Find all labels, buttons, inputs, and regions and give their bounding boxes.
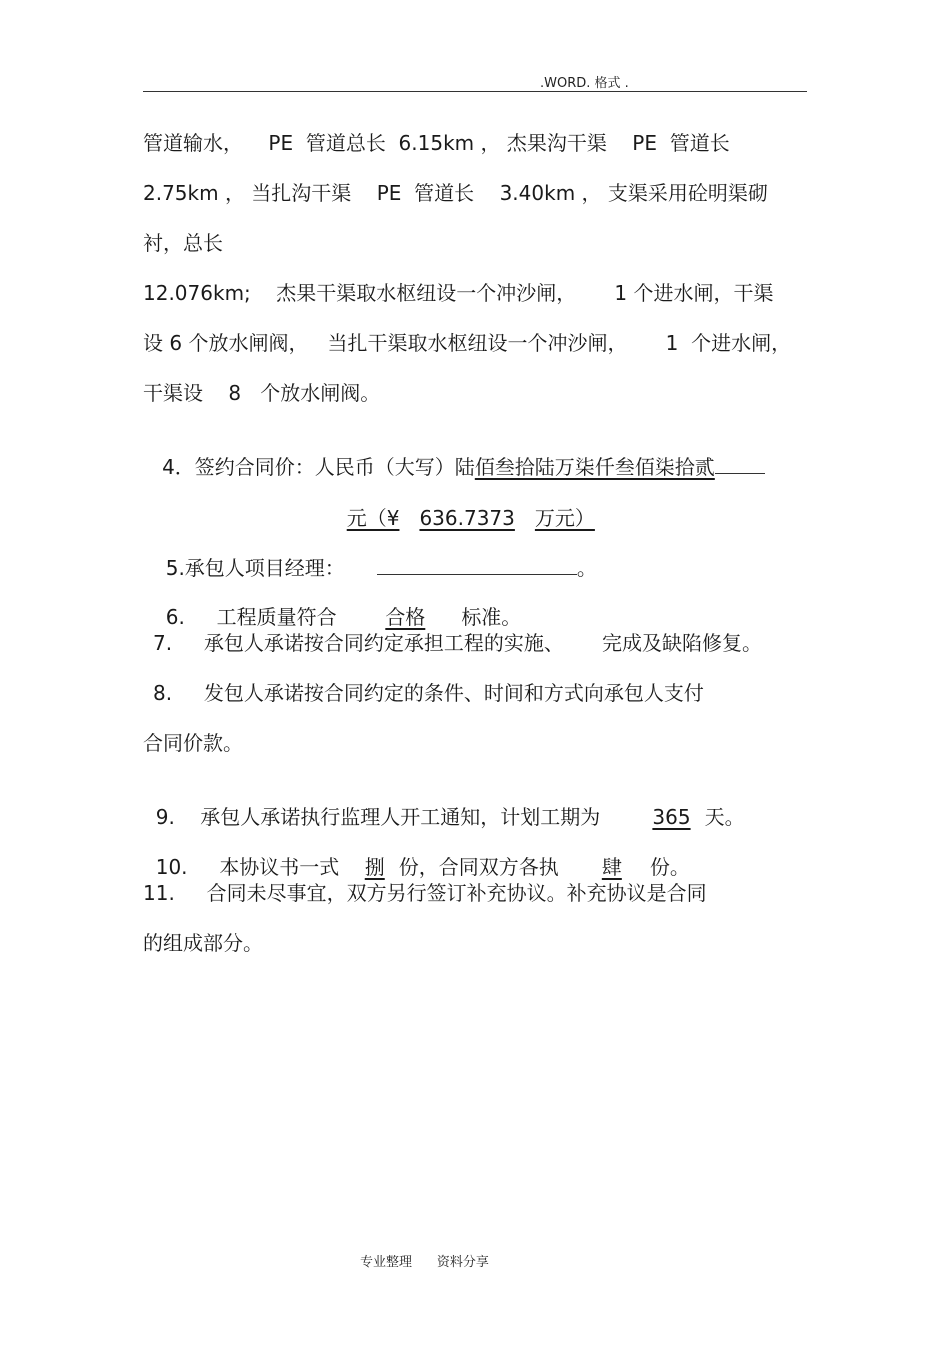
- item-4-amount-number-line: [334, 482, 595, 530]
- page-footer: [360, 1251, 489, 1270]
- item-6-label: 6. 工程质量符合: [165, 605, 337, 629]
- amount-number: 636.7373: [419, 506, 515, 530]
- body-line-5: 设 6 个放水闸阀， 当扎干渠取水枢纽设一个冲沙闸， 1 个进水闸，: [143, 331, 792, 355]
- copies-count: 捌: [364, 855, 385, 879]
- item-9-schedule: [143, 781, 745, 829]
- item-10-copies: [143, 831, 690, 879]
- header-rule: [143, 91, 807, 92]
- body-line-4: 12.076km; 杰果干渠取水枢纽设一个冲沙闸， 1 个进水闸，干渠: [143, 281, 774, 305]
- page-header: .WORD. 格式 .: [540, 76, 629, 91]
- item-8-line-2: 合同价款。: [143, 731, 243, 755]
- item-6-quality: [153, 581, 521, 629]
- item-6-suffix: 标准。: [461, 605, 522, 629]
- quality-value: 合格: [385, 605, 426, 629]
- item-5-suffix: 。: [576, 556, 597, 580]
- amount-in-words: 佰叁拾陆万柒仟叁佰柒拾贰: [474, 455, 715, 479]
- amount-trailing-blank: [715, 455, 765, 474]
- body-line-3: 衬，总长: [143, 231, 223, 255]
- footer-right: 资料分享: [436, 1255, 489, 1270]
- body-line-2: 2.75km ， 当扎沟干渠 PE 管道长 3.40km ， 支渠采用砼明渠砌: [143, 181, 768, 205]
- item-10-suffix: 份。: [649, 855, 690, 879]
- item-4-contract-price: [143, 431, 765, 479]
- item-9-label: 9. 承包人承诺执行监理人开工通知，计划工期为: [155, 805, 601, 829]
- item-11-line-1: 11. 合同未尽事宜，双方另行签订补充协议。补充协议是合同: [143, 881, 707, 905]
- project-manager-blank: [377, 556, 577, 575]
- item-11-line-2: 的组成部分。: [143, 931, 263, 955]
- item-10-mid: 份，合同双方各执: [398, 855, 559, 879]
- body-line-1: 管道输水， PE 管道总长 6.15km ， 杰果沟干渠 PE 管道长: [143, 131, 730, 155]
- amount-number-prefix: 元（¥: [346, 506, 400, 530]
- copies-each: 肆: [601, 855, 622, 879]
- item-9-suffix: 天。: [704, 805, 745, 829]
- item-5-label: 5.承包人项目经理：: [165, 556, 345, 580]
- item-8-line-1: 8. 发包人承诺按合同约定的条件、时间和方式向承包人支付: [153, 681, 704, 705]
- item-10-label: 10. 本协议书一式: [155, 855, 340, 879]
- item-4-prefix: 4．签约合同价：人民币（大写）陆: [155, 455, 475, 479]
- item-5-project-manager: [153, 532, 597, 580]
- item-7: 7. 承包人承诺按合同约定承担工程的实施、 完成及缺陷修复。: [153, 631, 763, 655]
- body-line-6: 干渠设 8 个放水闸阀。: [143, 381, 381, 405]
- footer-left: 专业整理: [360, 1255, 413, 1270]
- amount-unit: 万元）: [534, 506, 595, 530]
- schedule-days: 365: [652, 805, 691, 829]
